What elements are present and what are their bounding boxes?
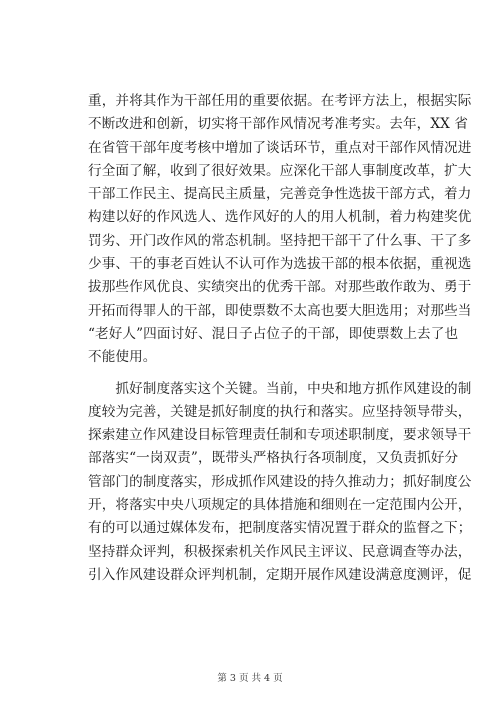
text-line: 引入作风建设群众评判机制，定期开展作风建设满意度测评，促 xyxy=(88,566,472,583)
paragraph-gap xyxy=(88,370,418,378)
text-line: 开拓而得罪人的干部，即使票数不太高也要大胆选用；对那些当 xyxy=(88,302,472,319)
text-line: 在省管干部年度考核中增加了谈话环节，重点对干部作风情况进 xyxy=(88,139,472,156)
text-line: “老好人”四面讨好、混日子占位子的干部，即使票数上去了也 xyxy=(88,325,459,342)
text-line: 干部工作民主、提高民主质量，完善竞争性选拔干部方式，着力 xyxy=(88,186,472,203)
text-line: 部落实“一岗双责”，既带头严格执行各项制度，又负责抓好分 xyxy=(88,450,459,467)
text-line: 罚劣、开门改作风的常态机制。坚持把干部干了什么事、干了多 xyxy=(88,232,472,249)
text-line: 少事、干的事老百姓认不认可作为选拔干部的根本依据，重视选 xyxy=(88,256,472,273)
text-line: 拔那些作风优良、实绩突出的优秀干部。对那些敢作敢为、勇于 xyxy=(88,279,472,296)
body-text xyxy=(88,90,472,587)
text-line: 不断改进和创新，切实将干部作风情况考准考实。去年，XX 省 xyxy=(88,116,469,133)
text-line: 抓好制度落实这个关键。当前，中央和地方抓作风建设的制 xyxy=(88,380,472,397)
text-line: 构建以好的作风选人、选作风好的人的用人机制，着力构建奖优 xyxy=(88,209,472,226)
text-line: 重，并将其作为干部任用的重要依据。在考评方法上，根据实际 xyxy=(88,93,472,109)
text-line: 不能使用。 xyxy=(88,349,157,366)
text-line: 管部门的制度落实，形成抓作风建设的持久推动力；抓好制度公 xyxy=(88,473,472,490)
paragraph-2 xyxy=(88,378,472,588)
text-line: 有的可以通过媒体发布，把制度落实情况置于群众的监督之下； xyxy=(88,520,472,537)
text-line: 探索建立作风建设目标管理责任制和专项述职制度，要求领导干 xyxy=(88,427,472,444)
text-line: 行全面了解，收到了很好效果。应深化干部人事制度改革，扩大 xyxy=(88,162,472,179)
paragraph-1 xyxy=(88,90,472,370)
page-footer: 第 3 页 共 4 页 xyxy=(217,673,283,684)
text-line: 开，将落实中央八项规定的具体措施和细则在一定范围内公开， xyxy=(88,497,472,514)
text-line: 坚持群众评判，积极探索机关作风民主评议、民意调查等办法， xyxy=(88,543,472,560)
text-line: 度较为完善，关键是抓好制度的执行和落实。应坚持领导带头， xyxy=(88,403,472,420)
